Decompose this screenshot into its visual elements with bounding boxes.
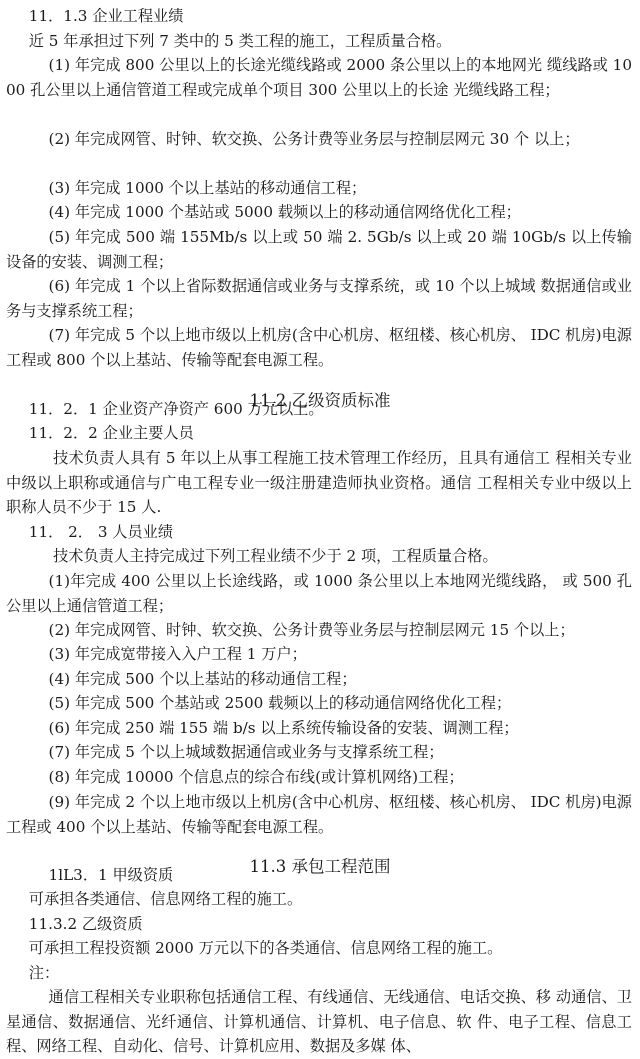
section-title-11-2: 11.2 乙级资质标准 — [249, 390, 391, 410]
list-item: (2) 年完成网管、时钟、软交换、公务计费等业务层与控制层网元 15 个以上； — [48, 621, 575, 639]
list-item: (5) 年完成 500 端 155Mb/s 以上或 50 端 2. 5Gb/s 以上或 20 端 10Gb/s 以上传输设备的安装、调测工程； — [6, 228, 632, 271]
list-item: (6) 年完成 250 端 155 端 b/s 以上系统传输设备的安装、调测工程； — [48, 719, 519, 737]
note-body: 通信工程相关专业职称包括通信工程、有线通信、无线通信、电话交换、移 动通信、卫星通信、数据通信、光纤通信、计算机通信、计算机、电子信息、软 件、电子工程、信息工程、网络工程、自动化、信号、计算机应用、数据及多媒 体、 — [6, 988, 632, 1056]
list-item: (3) 年完成宽带接入入户工程 1 万户； — [48, 645, 307, 663]
section-heading-11-3-2: 11.3.2 乙级资质 — [28, 915, 143, 933]
section-intro: 近 5 年承担过下列 7 类中的 5 类工程的施工，工程质量合格。 — [28, 32, 452, 50]
list-item: (3) 年完成 1000 个以上基站的移动通信工程； — [48, 179, 367, 197]
list-item: (6) 年完成 1 个以上省际数据通信或业务与支撑系统，或 10 个以上城域 数据通信或业务与支撑系统工程； — [6, 277, 632, 320]
section-heading-11-3-1: 1lL3．1 甲级资质 — [48, 866, 174, 884]
section-body: 可承担工程投资额 2000 万元以下的各类通信、信息网络工程的施工。 — [28, 939, 503, 957]
list-item: (9) 年完成 2 个以上地市级以上机房(含中心机房、枢纽楼、核心机房、 IDC 机房)电源工程或 400 个以上基站、传输等配套电源工程。 — [6, 793, 632, 836]
list-item: (4) 年完成 1000 个基站或 5000 载频以上的移动通信网络优化工程； — [48, 203, 521, 221]
list-item: (5) 年完成 500 个基站或 2500 载频以上的移动通信网络优化工程； — [48, 694, 512, 712]
list-item: (7) 年完成 5 个以上城域数据通信或业务与支撑系统工程； — [48, 743, 444, 761]
section-body: 技术负责人具有 5 年以上从事工程施工技术管理工作经历，且具有通信工 程相关专业中级以上职称或通信与广电工程专业一级注册建造师执业资格。通信 工程相关专业中级以上职称人员不少于 15 人. — [6, 449, 632, 517]
section-heading-11-2-3: 11． 2． 3 人员业绩 — [28, 523, 174, 541]
list-item: (7) 年完成 5 个以上地市级以上机房(含中心机房、枢纽楼、核心机房、 IDC 机房)电源工程或 800 个以上基站、传输等配套电源工程。 — [6, 326, 632, 369]
note-label: 注： — [28, 964, 60, 982]
section-heading-11-2-2: 11．2．2 企业主要人员 — [28, 424, 194, 442]
list-item: (1)年完成 400 公里以上长途线路，或 1000 条公里以上本地网光缆线路， 或 500 孔公里以上通信管道工程； — [6, 572, 632, 615]
list-item: (8) 年完成 10000 个信息点的综合布线(或计算机网络)工程； — [48, 768, 464, 786]
list-item: (2) 年完成网管、时钟、软交换、公务计费等业务层与控制层网元 30 个 以上； — [48, 130, 580, 148]
section-heading-11-2-1: 11．2．1 企业资产净资产 600 万元以上。 — [28, 400, 324, 418]
list-item: (1) 年完成 800 公里以上的长途光缆线路或 2000 条公里以上的本地网光 缆线路或 1000 孔公里以上通信管道工程或完成单个项目 300 公里以上的长途 光缆线路工程； — [6, 56, 632, 99]
section-heading-1-1-3: 11．1.3 企业工程业绩 — [28, 7, 184, 25]
section-intro: 技术负责人主持完成过下列工程业绩不少于 2 项，工程质量合格。 — [53, 547, 498, 565]
section-title-11-3: 11.3 承包工程范围 — [249, 856, 391, 876]
section-body: 可承担各类通信、信息网络工程的施工。 — [28, 890, 303, 908]
list-item: (4) 年完成 500 个以上基站的移动通信工程； — [48, 670, 357, 688]
